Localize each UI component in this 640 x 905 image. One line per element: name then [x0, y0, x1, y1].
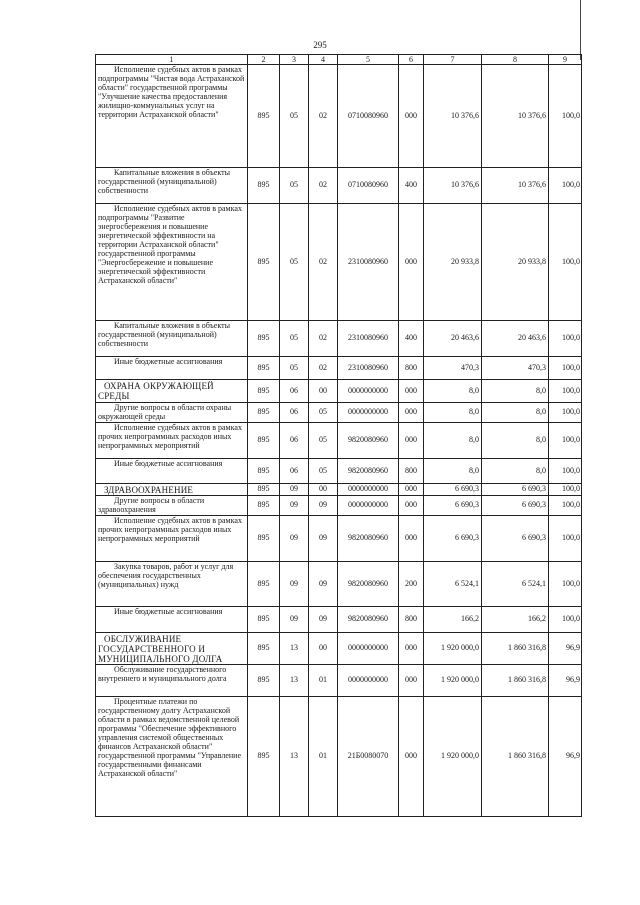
item-name-text: Капитальные вложения в объекты государственной (муниципальной) собственности	[98, 321, 230, 348]
expense-type-cell: 200	[399, 562, 424, 607]
ved-code-cell: 895	[248, 357, 280, 380]
executed-amount-cell: 10 376,6	[482, 65, 549, 168]
page-number: 295	[313, 40, 327, 50]
subsection-code-cell: 00	[309, 380, 338, 403]
executed-amount-cell: 1 860 316,8	[482, 665, 549, 697]
subsection-code-cell: 09	[309, 496, 338, 516]
ved-code-cell: 895	[248, 321, 280, 357]
executed-amount-cell: 8,0	[482, 403, 549, 423]
execution-percent-cell: 100,0	[549, 321, 582, 357]
expense-type-cell: 000	[399, 65, 424, 168]
executed-amount-cell: 8,0	[482, 459, 549, 484]
table-row	[96, 607, 582, 633]
subsection-code-cell: 02	[309, 65, 338, 168]
table-row	[96, 496, 582, 516]
executed-amount-cell: 6 524,1	[482, 562, 549, 607]
item-name-text: ЗДРАВООХРАНЕНИЕ	[104, 485, 194, 495]
column-header-4: 4	[309, 55, 338, 65]
table-row	[96, 459, 582, 484]
table-row	[96, 697, 582, 817]
item-name-text: Иные бюджетные ассигнования	[114, 357, 223, 366]
table-row	[96, 403, 582, 423]
expense-type-cell: 000	[399, 633, 424, 665]
column-header-3: 3	[280, 55, 309, 65]
table-row	[96, 484, 582, 496]
expense-type-cell: 800	[399, 357, 424, 380]
section-code-cell: 13	[280, 665, 309, 697]
ved-code-cell: 895	[248, 204, 280, 321]
expense-type-cell: 000	[399, 697, 424, 817]
subsection-code-cell: 09	[309, 607, 338, 633]
expense-type-cell: 800	[399, 459, 424, 484]
ved-code-cell: 895	[248, 607, 280, 633]
target-article-cell: 0000000000	[338, 665, 399, 697]
item-name-text: Исполнение судебных актов в рамках прочих непрограммных расходов иных непрограммных мероприятий	[98, 423, 242, 450]
executed-amount-cell: 8,0	[482, 380, 549, 403]
executed-amount-cell: 6 690,3	[482, 496, 549, 516]
section-code-cell: 05	[280, 65, 309, 168]
execution-percent-cell: 100,0	[549, 403, 582, 423]
execution-percent-cell: 100,0	[549, 516, 582, 562]
ved-code-cell: 895	[248, 562, 280, 607]
planned-amount-cell: 6 690,3	[424, 496, 482, 516]
table-row	[96, 380, 582, 403]
table-row	[96, 65, 582, 168]
expense-type-cell: 000	[399, 665, 424, 697]
subsection-code-cell: 01	[309, 697, 338, 817]
table-row	[96, 168, 582, 204]
section-code-cell: 05	[280, 204, 309, 321]
item-name-cell	[96, 484, 248, 496]
subsection-code-cell: 02	[309, 168, 338, 204]
ved-code-cell: 895	[248, 484, 280, 496]
ved-code-cell: 895	[248, 403, 280, 423]
target-article-cell: 0000000000	[338, 496, 399, 516]
target-article-cell: 9820080960	[338, 607, 399, 633]
item-name-cell	[96, 65, 248, 168]
section-code-cell: 09	[280, 562, 309, 607]
column-header-8: 8	[482, 55, 549, 65]
section-code-cell: 13	[280, 633, 309, 665]
planned-amount-cell: 20 933,8	[424, 204, 482, 321]
executed-amount-cell: 470,3	[482, 357, 549, 380]
expense-type-cell: 000	[399, 484, 424, 496]
subsection-code-cell: 05	[309, 459, 338, 484]
section-code-cell: 09	[280, 607, 309, 633]
expense-type-cell: 000	[399, 423, 424, 459]
expense-type-cell: 000	[399, 380, 424, 403]
executed-amount-cell: 166,2	[482, 607, 549, 633]
section-code-cell: 06	[280, 459, 309, 484]
header-row	[96, 55, 582, 65]
section-code-cell: 06	[280, 380, 309, 403]
planned-amount-cell: 20 463,6	[424, 321, 482, 357]
item-name-cell	[96, 633, 248, 665]
item-name-cell	[96, 516, 248, 562]
subsection-code-cell: 09	[309, 516, 338, 562]
execution-percent-cell: 100,0	[549, 562, 582, 607]
target-article-cell: 9820080960	[338, 562, 399, 607]
target-article-cell: 2310080960	[338, 357, 399, 380]
item-name-cell	[96, 562, 248, 607]
item-name-cell	[96, 665, 248, 697]
planned-amount-cell: 8,0	[424, 459, 482, 484]
subsection-code-cell: 02	[309, 204, 338, 321]
execution-percent-cell: 100,0	[549, 204, 582, 321]
planned-amount-cell: 470,3	[424, 357, 482, 380]
table-row	[96, 633, 582, 665]
item-name-text: Другие вопросы в области здравоохранения	[98, 496, 205, 515]
executed-amount-cell: 10 376,6	[482, 168, 549, 204]
execution-percent-cell: 100,0	[549, 459, 582, 484]
execution-percent-cell: 100,0	[549, 168, 582, 204]
item-name-cell	[96, 380, 248, 403]
item-name-cell	[96, 403, 248, 423]
item-name-text: Процентные платежи по государственному долгу Астраханской области в рамках ведомственной целевой программы "Обеспечение эффективного управления системой общественных финансов Астраханской области" государственной программы "Управление государственными финансами Астраханской области"	[98, 697, 242, 778]
execution-percent-cell: 96,9	[549, 633, 582, 665]
item-name-text: ОБСЛУЖИВАНИЕ ГОСУДАРСТВЕННОГО И МУНИЦИПАЛЬНОГО ДОЛГА	[98, 634, 223, 665]
item-name-text: Иные бюджетные ассигнования	[114, 459, 223, 468]
section-code-cell: 05	[280, 168, 309, 204]
executed-amount-cell: 20 463,6	[482, 321, 549, 357]
planned-amount-cell: 8,0	[424, 380, 482, 403]
planned-amount-cell: 8,0	[424, 403, 482, 423]
item-name-cell	[96, 204, 248, 321]
target-article-cell: 0710080960	[338, 65, 399, 168]
execution-percent-cell: 100,0	[549, 607, 582, 633]
item-name-cell	[96, 168, 248, 204]
item-name-cell	[96, 607, 248, 633]
ved-code-cell: 895	[248, 423, 280, 459]
item-name-text: Иные бюджетные ассигнования	[114, 607, 223, 617]
item-name-cell	[96, 321, 248, 357]
ved-code-cell: 895	[248, 65, 280, 168]
subsection-code-cell: 05	[309, 423, 338, 459]
target-article-cell: 9820080960	[338, 516, 399, 562]
expense-type-cell: 000	[399, 403, 424, 423]
item-name-text: Обслуживание государственного внутреннего и муниципального долга	[98, 665, 227, 684]
ved-code-cell: 895	[248, 697, 280, 817]
item-name-text: Капитальные вложения в объекты государственной (муниципальной) собственности	[98, 168, 230, 195]
target-article-cell: 2310080960	[338, 321, 399, 357]
section-code-cell: 05	[280, 357, 309, 380]
execution-percent-cell: 100,0	[549, 380, 582, 403]
item-name-cell	[96, 496, 248, 516]
planned-amount-cell: 6 690,3	[424, 484, 482, 496]
target-article-cell: 9820080960	[338, 423, 399, 459]
planned-amount-cell: 8,0	[424, 423, 482, 459]
planned-amount-cell: 1 920 000,0	[424, 697, 482, 817]
expense-type-cell: 800	[399, 607, 424, 633]
subsection-code-cell: 09	[309, 562, 338, 607]
subsection-code-cell: 02	[309, 321, 338, 357]
table-row	[96, 423, 582, 459]
execution-percent-cell: 96,9	[549, 697, 582, 817]
section-code-cell: 09	[280, 484, 309, 496]
expense-type-cell: 400	[399, 168, 424, 204]
expense-type-cell: 400	[399, 321, 424, 357]
planned-amount-cell: 1 920 000,0	[424, 633, 482, 665]
planned-amount-cell: 6 524,1	[424, 562, 482, 607]
execution-percent-cell: 100,0	[549, 65, 582, 168]
execution-percent-cell: 100,0	[549, 423, 582, 459]
item-name-text: Исполнение судебных актов в рамках подпрограммы "Развитие энергосбережения и повышение энергетической эффективности на территории Астраханской области" государственной программы "Энергосбережение и повышение энергетической эффективности Астраханской области"	[98, 204, 242, 285]
execution-percent-cell: 100,0	[549, 484, 582, 496]
column-header-7: 7	[424, 55, 482, 65]
section-code-cell: 06	[280, 423, 309, 459]
subsection-code-cell: 00	[309, 633, 338, 665]
table-row	[96, 665, 582, 697]
planned-amount-cell: 1 920 000,0	[424, 665, 482, 697]
ved-code-cell: 895	[248, 459, 280, 484]
table-row	[96, 204, 582, 321]
executed-amount-cell: 1 860 316,8	[482, 697, 549, 817]
expense-type-cell: 000	[399, 516, 424, 562]
target-article-cell: 0000000000	[338, 380, 399, 403]
target-article-cell: 0000000000	[338, 484, 399, 496]
target-article-cell: 0000000000	[338, 633, 399, 665]
section-code-cell: 13	[280, 697, 309, 817]
ved-code-cell: 895	[248, 380, 280, 403]
target-article-cell: 0000000000	[338, 403, 399, 423]
expense-type-cell: 000	[399, 496, 424, 516]
budget-table	[95, 54, 582, 817]
section-code-cell: 09	[280, 496, 309, 516]
target-article-cell: 9820080960	[338, 459, 399, 484]
execution-percent-cell: 100,0	[549, 496, 582, 516]
target-article-cell: 2310080960	[338, 204, 399, 321]
target-article-cell: 0710080960	[338, 168, 399, 204]
margin-rule	[580, 0, 581, 60]
column-header-6: 6	[399, 55, 424, 65]
ved-code-cell: 895	[248, 496, 280, 516]
executed-amount-cell: 6 690,3	[482, 484, 549, 496]
section-code-cell: 09	[280, 516, 309, 562]
column-header-9: 9	[549, 55, 582, 65]
table-row	[96, 516, 582, 562]
ved-code-cell: 895	[248, 633, 280, 665]
table-row	[96, 357, 582, 380]
table-row	[96, 321, 582, 357]
executed-amount-cell: 20 933,8	[482, 204, 549, 321]
section-code-cell: 05	[280, 321, 309, 357]
item-name-text: Исполнение судебных актов в рамках прочих непрограммных расходов иных непрограммных мероприятий	[98, 516, 242, 543]
execution-percent-cell: 96,9	[549, 665, 582, 697]
executed-amount-cell: 6 690,3	[482, 516, 549, 562]
item-name-text: Закупка товаров, работ и услуг для обеспечения государственных (муниципальных) нужд	[98, 562, 234, 589]
item-name-text: ОХРАНА ОКРУЖАЮЩЕЙ СРЕДЫ	[98, 381, 214, 402]
item-name-cell	[96, 697, 248, 817]
item-name-text: Исполнение судебных актов в рамках подпрограммы "Чистая вода Астраханской области" государственной программы "Улучшение качества предоставления жилищно-коммунальных услуг на территории Астраханской области"	[98, 65, 245, 119]
column-header-2: 2	[248, 55, 280, 65]
subsection-code-cell: 05	[309, 403, 338, 423]
executed-amount-cell: 8,0	[482, 423, 549, 459]
column-header-1: 1	[96, 55, 248, 65]
ved-code-cell: 895	[248, 168, 280, 204]
planned-amount-cell: 10 376,6	[424, 168, 482, 204]
section-code-cell: 06	[280, 403, 309, 423]
expense-type-cell: 000	[399, 204, 424, 321]
item-name-cell	[96, 357, 248, 380]
ved-code-cell: 895	[248, 665, 280, 697]
planned-amount-cell: 6 690,3	[424, 516, 482, 562]
target-article-cell: 21Б0080070	[338, 697, 399, 817]
subsection-code-cell: 02	[309, 357, 338, 380]
subsection-code-cell: 01	[309, 665, 338, 697]
planned-amount-cell: 10 376,6	[424, 65, 482, 168]
subsection-code-cell: 00	[309, 484, 338, 496]
ved-code-cell: 895	[248, 516, 280, 562]
item-name-text: Другие вопросы в области охраны окружающей среды	[98, 403, 232, 421]
item-name-cell	[96, 423, 248, 459]
execution-percent-cell: 100,0	[549, 357, 582, 380]
executed-amount-cell: 1 860 316,8	[482, 633, 549, 665]
item-name-cell	[96, 459, 248, 484]
planned-amount-cell: 166,2	[424, 607, 482, 633]
table-row	[96, 562, 582, 607]
column-header-5: 5	[338, 55, 399, 65]
